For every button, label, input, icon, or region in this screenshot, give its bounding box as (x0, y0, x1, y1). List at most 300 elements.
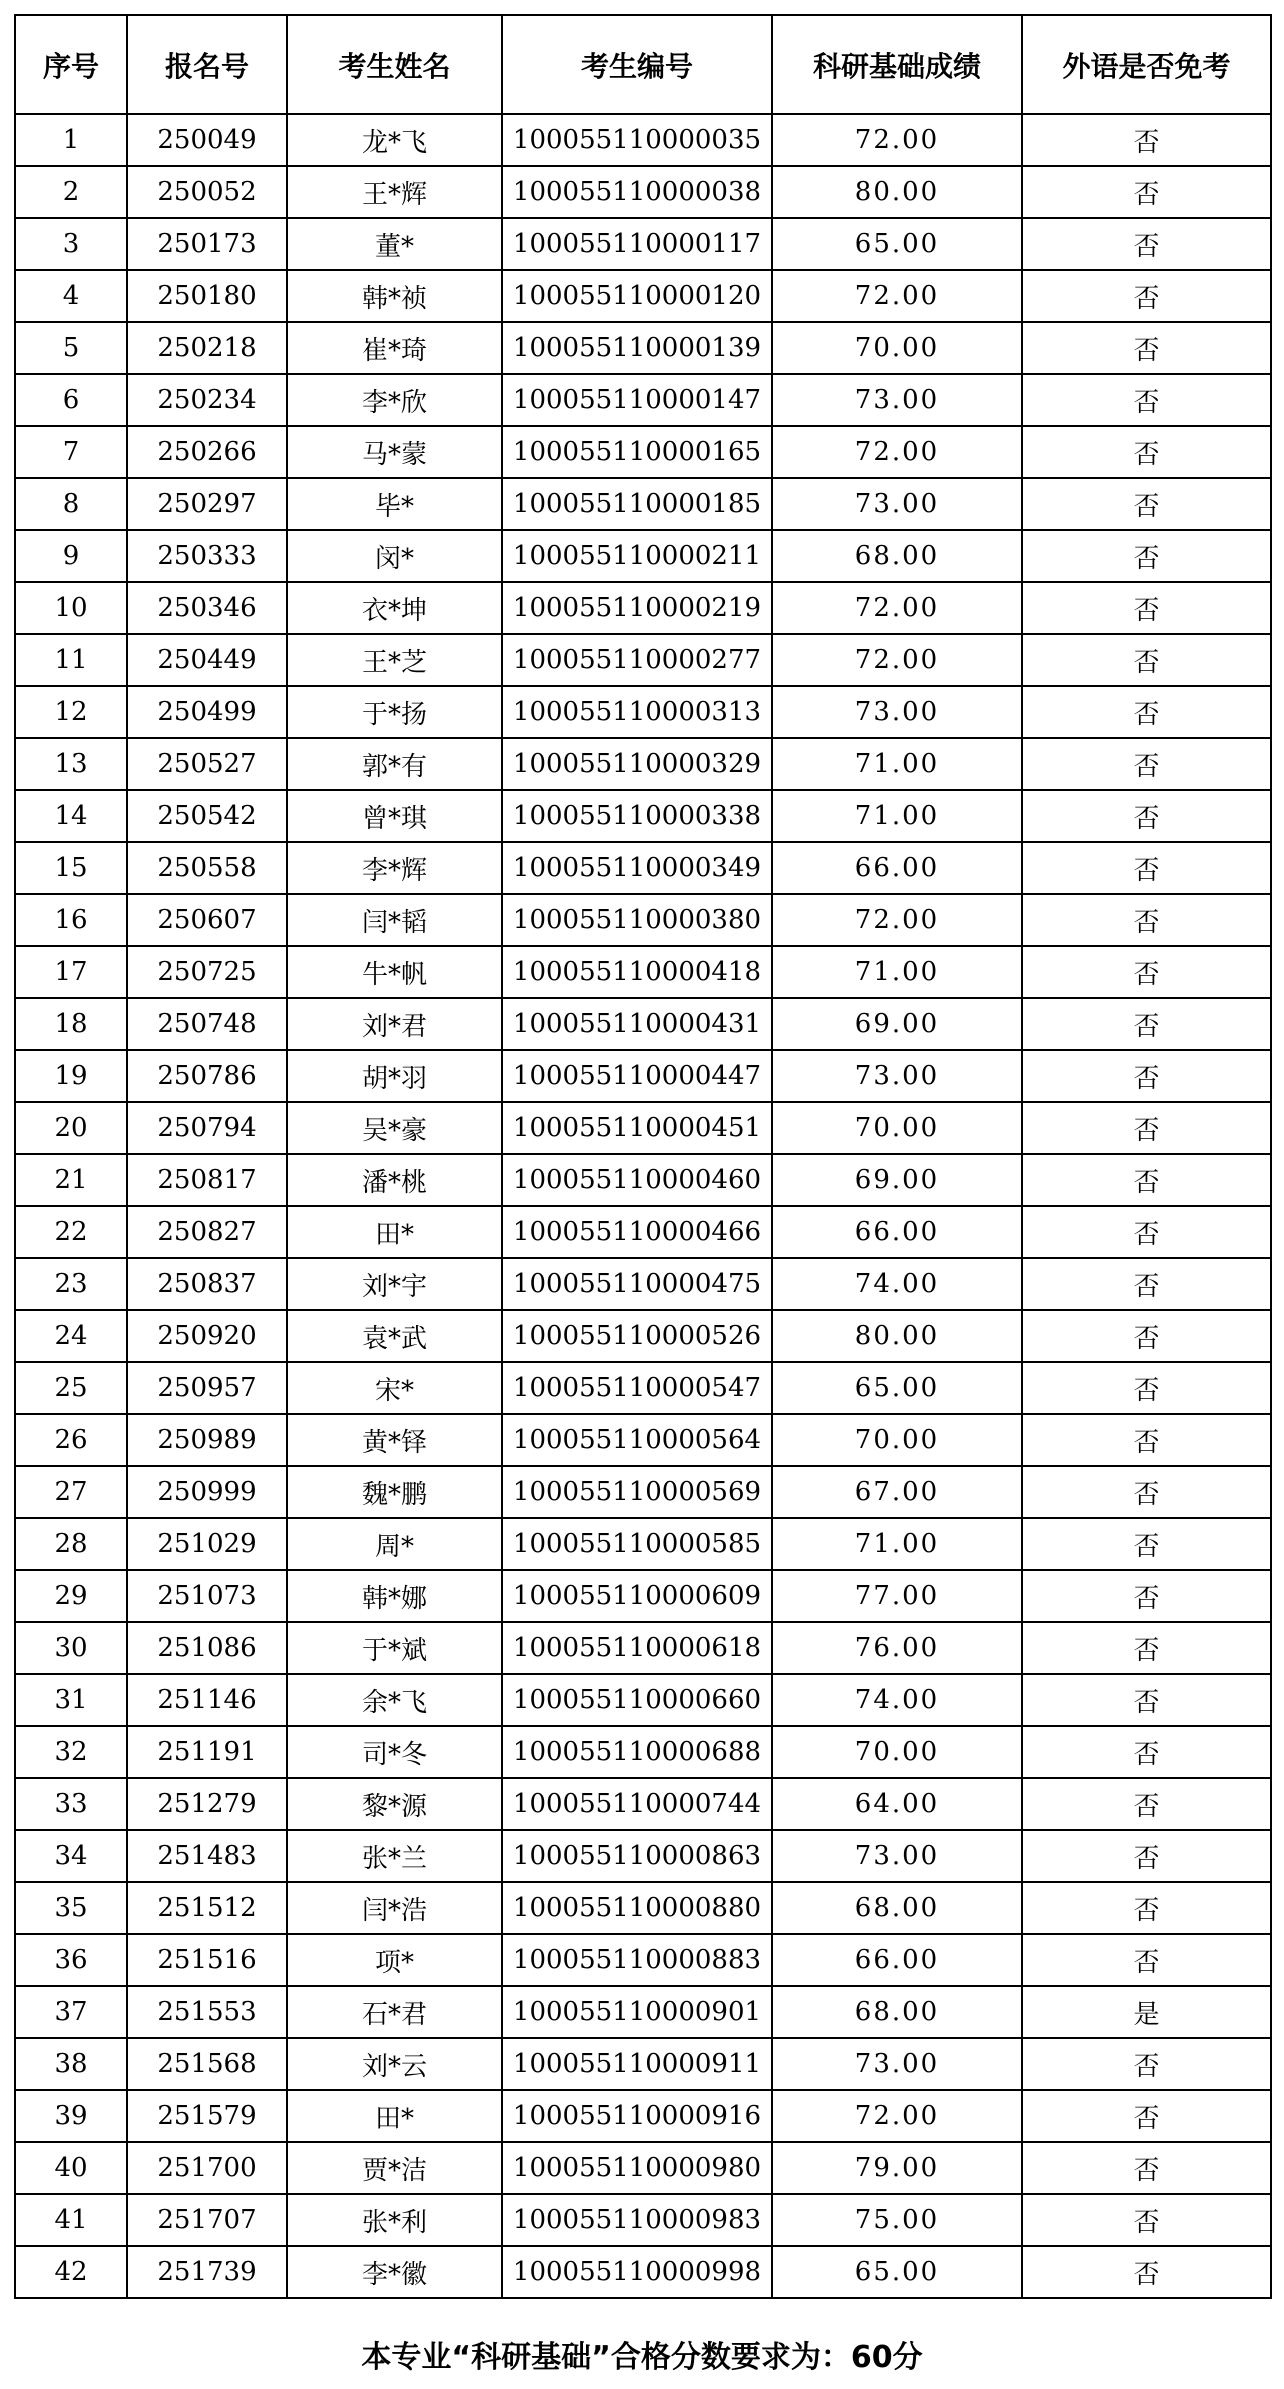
cell-language-exempt: 否 (1022, 1102, 1271, 1154)
cell-language-exempt: 否 (1022, 1206, 1271, 1258)
cell-candidate-name: 于*斌 (287, 1622, 502, 1674)
cell-index: 24 (15, 1310, 127, 1362)
cell-research-score: 70.00 (772, 1102, 1022, 1154)
cell-candidate-name: 刘*云 (287, 2038, 502, 2090)
table-row (15, 1154, 1271, 1206)
cell-index: 19 (15, 1050, 127, 1102)
cell-registration-number: 251553 (127, 1986, 287, 2038)
cell-candidate-id: 100055110000916 (502, 2090, 772, 2142)
cell-registration-number: 251029 (127, 1518, 287, 1570)
cell-candidate-name: 韩*娜 (287, 1570, 502, 1622)
cell-language-exempt: 否 (1022, 842, 1271, 894)
column-header-registration-number: 报名号 (127, 15, 287, 114)
cell-research-score: 79.00 (772, 2142, 1022, 2194)
cell-registration-number: 251483 (127, 1830, 287, 1882)
cell-candidate-name: 项* (287, 1934, 502, 1986)
cell-research-score: 65.00 (772, 2246, 1022, 2298)
cell-index: 27 (15, 1466, 127, 1518)
cell-candidate-name: 黎*源 (287, 1778, 502, 1830)
cell-index: 34 (15, 1830, 127, 1882)
cell-research-score: 73.00 (772, 2038, 1022, 2090)
cell-registration-number: 250794 (127, 1102, 287, 1154)
cell-index: 41 (15, 2194, 127, 2246)
cell-index: 33 (15, 1778, 127, 1830)
cell-candidate-id: 100055110000883 (502, 1934, 772, 1986)
table-row (15, 1986, 1271, 2038)
table-row (15, 1882, 1271, 1934)
cell-index: 25 (15, 1362, 127, 1414)
cell-candidate-name: 袁*武 (287, 1310, 502, 1362)
cell-research-score: 80.00 (772, 1310, 1022, 1362)
table-body (15, 114, 1271, 2298)
cell-language-exempt: 否 (1022, 582, 1271, 634)
cell-index: 3 (15, 218, 127, 270)
cell-registration-number: 250999 (127, 1466, 287, 1518)
cell-research-score: 71.00 (772, 946, 1022, 998)
cell-research-score: 69.00 (772, 998, 1022, 1050)
cell-research-score: 64.00 (772, 1778, 1022, 1830)
cell-research-score: 73.00 (772, 1050, 1022, 1102)
table-row (15, 1362, 1271, 1414)
cell-language-exempt: 否 (1022, 2038, 1271, 2090)
cell-index: 37 (15, 1986, 127, 2038)
table-row (15, 634, 1271, 686)
header-row (15, 15, 1271, 114)
cell-research-score: 68.00 (772, 1986, 1022, 2038)
cell-language-exempt: 否 (1022, 2194, 1271, 2246)
table-row (15, 270, 1271, 322)
table-row (15, 842, 1271, 894)
cell-registration-number: 251516 (127, 1934, 287, 1986)
cell-candidate-id: 100055110000983 (502, 2194, 772, 2246)
cell-language-exempt: 否 (1022, 166, 1271, 218)
cell-research-score: 73.00 (772, 374, 1022, 426)
cell-language-exempt: 否 (1022, 998, 1271, 1050)
cell-candidate-id: 100055110000219 (502, 582, 772, 634)
cell-candidate-id: 100055110000277 (502, 634, 772, 686)
table-row (15, 1310, 1271, 1362)
cell-registration-number: 250527 (127, 738, 287, 790)
cell-index: 12 (15, 686, 127, 738)
cell-candidate-name: 郭*有 (287, 738, 502, 790)
cell-candidate-name: 胡*羽 (287, 1050, 502, 1102)
cell-candidate-id: 100055110000569 (502, 1466, 772, 1518)
cell-index: 39 (15, 2090, 127, 2142)
cell-candidate-name: 闵* (287, 530, 502, 582)
cell-candidate-name: 崔*琦 (287, 322, 502, 374)
cell-index: 17 (15, 946, 127, 998)
cell-index: 7 (15, 426, 127, 478)
cell-language-exempt: 否 (1022, 114, 1271, 166)
cell-index: 13 (15, 738, 127, 790)
cell-candidate-id: 100055110000547 (502, 1362, 772, 1414)
cell-registration-number: 250558 (127, 842, 287, 894)
table-row (15, 1778, 1271, 1830)
cell-candidate-id: 100055110000185 (502, 478, 772, 530)
cell-research-score: 72.00 (772, 426, 1022, 478)
table-row (15, 1050, 1271, 1102)
cell-candidate-id: 100055110000139 (502, 322, 772, 374)
cell-candidate-id: 100055110000338 (502, 790, 772, 842)
cell-candidate-name: 石*君 (287, 1986, 502, 2038)
cell-index: 22 (15, 1206, 127, 1258)
cell-index: 20 (15, 1102, 127, 1154)
cell-index: 16 (15, 894, 127, 946)
cell-registration-number: 250957 (127, 1362, 287, 1414)
cell-index: 42 (15, 2246, 127, 2298)
cell-research-score: 71.00 (772, 790, 1022, 842)
cell-language-exempt: 否 (1022, 946, 1271, 998)
cell-candidate-id: 100055110000880 (502, 1882, 772, 1934)
cell-candidate-id: 100055110000349 (502, 842, 772, 894)
cell-index: 14 (15, 790, 127, 842)
cell-research-score: 70.00 (772, 322, 1022, 374)
cell-candidate-name: 韩*祯 (287, 270, 502, 322)
cell-language-exempt: 否 (1022, 2246, 1271, 2298)
table-row (15, 1934, 1271, 1986)
table-row (15, 1206, 1271, 1258)
cell-language-exempt: 否 (1022, 1882, 1271, 1934)
cell-candidate-name: 黄*铎 (287, 1414, 502, 1466)
cell-research-score: 67.00 (772, 1466, 1022, 1518)
cell-research-score: 73.00 (772, 1830, 1022, 1882)
cell-index: 38 (15, 2038, 127, 2090)
cell-research-score: 66.00 (772, 1934, 1022, 1986)
cell-candidate-name: 毕* (287, 478, 502, 530)
cell-candidate-id: 100055110000117 (502, 218, 772, 270)
cell-language-exempt: 否 (1022, 738, 1271, 790)
cell-registration-number: 250786 (127, 1050, 287, 1102)
cell-language-exempt: 否 (1022, 2142, 1271, 2194)
table-row (15, 894, 1271, 946)
cell-language-exempt: 是 (1022, 1986, 1271, 2038)
cell-language-exempt: 否 (1022, 530, 1271, 582)
cell-candidate-id: 100055110000418 (502, 946, 772, 998)
table-row (15, 114, 1271, 166)
cell-candidate-name: 李*辉 (287, 842, 502, 894)
cell-index: 5 (15, 322, 127, 374)
cell-registration-number: 250449 (127, 634, 287, 686)
cell-candidate-name: 牛*帆 (287, 946, 502, 998)
cell-registration-number: 250499 (127, 686, 287, 738)
cell-research-score: 73.00 (772, 686, 1022, 738)
cell-candidate-name: 衣*坤 (287, 582, 502, 634)
cell-index: 15 (15, 842, 127, 894)
cell-registration-number: 250920 (127, 1310, 287, 1362)
results-table (14, 14, 1272, 2299)
table-header (15, 15, 1271, 114)
column-header-candidate-name: 考生姓名 (287, 15, 502, 114)
cell-language-exempt: 否 (1022, 1934, 1271, 1986)
cell-research-score: 76.00 (772, 1622, 1022, 1674)
cell-language-exempt: 否 (1022, 270, 1271, 322)
cell-research-score: 71.00 (772, 738, 1022, 790)
cell-candidate-id: 100055110000911 (502, 2038, 772, 2090)
cell-language-exempt: 否 (1022, 374, 1271, 426)
cell-index: 26 (15, 1414, 127, 1466)
cell-candidate-id: 100055110000120 (502, 270, 772, 322)
cell-index: 31 (15, 1674, 127, 1726)
cell-language-exempt: 否 (1022, 1622, 1271, 1674)
table-row (15, 998, 1271, 1050)
cell-candidate-id: 100055110000211 (502, 530, 772, 582)
cell-registration-number: 251146 (127, 1674, 287, 1726)
cell-registration-number: 251191 (127, 1726, 287, 1778)
cell-candidate-name: 周* (287, 1518, 502, 1570)
cell-candidate-id: 100055110000313 (502, 686, 772, 738)
cell-registration-number: 251707 (127, 2194, 287, 2246)
table-row (15, 1414, 1271, 1466)
cell-candidate-id: 100055110000998 (502, 2246, 772, 2298)
cell-research-score: 66.00 (772, 842, 1022, 894)
cell-registration-number: 250827 (127, 1206, 287, 1258)
cell-language-exempt: 否 (1022, 634, 1271, 686)
cell-research-score: 77.00 (772, 1570, 1022, 1622)
cell-language-exempt: 否 (1022, 790, 1271, 842)
cell-research-score: 73.00 (772, 478, 1022, 530)
cell-research-score: 72.00 (772, 634, 1022, 686)
cell-registration-number: 250725 (127, 946, 287, 998)
cell-candidate-id: 100055110000526 (502, 1310, 772, 1362)
cell-research-score: 69.00 (772, 1154, 1022, 1206)
cell-language-exempt: 否 (1022, 1830, 1271, 1882)
cell-research-score: 80.00 (772, 166, 1022, 218)
cell-language-exempt: 否 (1022, 894, 1271, 946)
cell-candidate-id: 100055110000447 (502, 1050, 772, 1102)
cell-research-score: 72.00 (772, 582, 1022, 634)
cell-candidate-name: 田* (287, 1206, 502, 1258)
table-row (15, 218, 1271, 270)
cell-registration-number: 251579 (127, 2090, 287, 2142)
cell-index: 9 (15, 530, 127, 582)
table-row (15, 582, 1271, 634)
cell-research-score: 74.00 (772, 1674, 1022, 1726)
cell-candidate-name: 李*欣 (287, 374, 502, 426)
cell-registration-number: 250989 (127, 1414, 287, 1466)
table-row (15, 2038, 1271, 2090)
table-row (15, 2142, 1271, 2194)
cell-registration-number: 250266 (127, 426, 287, 478)
column-header-index: 序号 (15, 15, 127, 114)
column-header-research-score: 科研基础成绩 (772, 15, 1022, 114)
cell-candidate-name: 贾*洁 (287, 2142, 502, 2194)
cell-index: 21 (15, 1154, 127, 1206)
cell-index: 4 (15, 270, 127, 322)
cell-index: 30 (15, 1622, 127, 1674)
cell-registration-number: 251739 (127, 2246, 287, 2298)
cell-index: 23 (15, 1258, 127, 1310)
table-row (15, 686, 1271, 738)
table-row (15, 2246, 1271, 2298)
cell-language-exempt: 否 (1022, 322, 1271, 374)
cell-research-score: 72.00 (772, 270, 1022, 322)
cell-index: 36 (15, 1934, 127, 1986)
cell-index: 2 (15, 166, 127, 218)
cell-candidate-id: 100055110000431 (502, 998, 772, 1050)
table-row (15, 1622, 1271, 1674)
cell-research-score: 70.00 (772, 1726, 1022, 1778)
cell-registration-number: 250607 (127, 894, 287, 946)
cell-index: 40 (15, 2142, 127, 2194)
cell-language-exempt: 否 (1022, 1258, 1271, 1310)
cell-registration-number: 250173 (127, 218, 287, 270)
cell-candidate-name: 龙*飞 (287, 114, 502, 166)
cell-research-score: 72.00 (772, 2090, 1022, 2142)
cell-candidate-id: 100055110000688 (502, 1726, 772, 1778)
cell-research-score: 72.00 (772, 114, 1022, 166)
cell-index: 28 (15, 1518, 127, 1570)
cell-candidate-id: 100055110000329 (502, 738, 772, 790)
cell-research-score: 66.00 (772, 1206, 1022, 1258)
cell-research-score: 68.00 (772, 1882, 1022, 1934)
cell-candidate-name: 刘*宇 (287, 1258, 502, 1310)
cell-candidate-name: 司*冬 (287, 1726, 502, 1778)
cell-candidate-id: 100055110000863 (502, 1830, 772, 1882)
cell-registration-number: 250333 (127, 530, 287, 582)
cell-candidate-name: 曾*琪 (287, 790, 502, 842)
cell-registration-number: 250837 (127, 1258, 287, 1310)
cell-candidate-name: 董* (287, 218, 502, 270)
cell-candidate-name: 王*芝 (287, 634, 502, 686)
cell-index: 29 (15, 1570, 127, 1622)
table-row (15, 738, 1271, 790)
cell-candidate-id: 100055110000038 (502, 166, 772, 218)
cell-language-exempt: 否 (1022, 218, 1271, 270)
cell-research-score: 65.00 (772, 1362, 1022, 1414)
cell-registration-number: 251512 (127, 1882, 287, 1934)
cell-candidate-name: 张*利 (287, 2194, 502, 2246)
cell-candidate-id: 100055110000660 (502, 1674, 772, 1726)
cell-registration-number: 250297 (127, 478, 287, 530)
table-row (15, 374, 1271, 426)
cell-candidate-name: 王*辉 (287, 166, 502, 218)
table-row (15, 530, 1271, 582)
cell-candidate-id: 100055110000980 (502, 2142, 772, 2194)
cell-candidate-id: 100055110000380 (502, 894, 772, 946)
cell-candidate-name: 闫*浩 (287, 1882, 502, 1934)
table-row (15, 322, 1271, 374)
table-row (15, 426, 1271, 478)
cell-candidate-id: 100055110000165 (502, 426, 772, 478)
cell-registration-number: 250542 (127, 790, 287, 842)
table-row (15, 1830, 1271, 1882)
cell-candidate-id: 100055110000609 (502, 1570, 772, 1622)
cell-research-score: 72.00 (772, 894, 1022, 946)
cell-language-exempt: 否 (1022, 1154, 1271, 1206)
cell-language-exempt: 否 (1022, 426, 1271, 478)
table-row (15, 1726, 1271, 1778)
cell-registration-number: 250748 (127, 998, 287, 1050)
cell-candidate-name: 于*扬 (287, 686, 502, 738)
cell-candidate-name: 马*蒙 (287, 426, 502, 478)
cell-candidate-name: 刘*君 (287, 998, 502, 1050)
cell-language-exempt: 否 (1022, 2090, 1271, 2142)
cell-language-exempt: 否 (1022, 686, 1271, 738)
cell-candidate-id: 100055110000475 (502, 1258, 772, 1310)
column-header-language-exempt: 外语是否免考 (1022, 15, 1271, 114)
column-header-candidate-id: 考生编号 (502, 15, 772, 114)
cell-candidate-name: 宋* (287, 1362, 502, 1414)
table-row (15, 2194, 1271, 2246)
cell-research-score: 68.00 (772, 530, 1022, 582)
cell-candidate-name: 魏*鹏 (287, 1466, 502, 1518)
cell-index: 18 (15, 998, 127, 1050)
cell-candidate-id: 100055110000585 (502, 1518, 772, 1570)
cell-registration-number: 250049 (127, 114, 287, 166)
table-row (15, 166, 1271, 218)
table-row (15, 2090, 1271, 2142)
cell-research-score: 70.00 (772, 1414, 1022, 1466)
cell-language-exempt: 否 (1022, 1674, 1271, 1726)
table-row (15, 1518, 1271, 1570)
cell-index: 32 (15, 1726, 127, 1778)
cell-registration-number: 250817 (127, 1154, 287, 1206)
cell-registration-number: 251073 (127, 1570, 287, 1622)
cell-candidate-name: 李*徽 (287, 2246, 502, 2298)
cell-registration-number: 251700 (127, 2142, 287, 2194)
passing-score-note: 本专业“科研基础”合格分数要求为：60分 (361, 2340, 923, 2375)
table-row (15, 1258, 1271, 1310)
cell-research-score: 65.00 (772, 218, 1022, 270)
cell-candidate-id: 100055110000564 (502, 1414, 772, 1466)
cell-index: 10 (15, 582, 127, 634)
cell-candidate-name: 潘*桃 (287, 1154, 502, 1206)
cell-candidate-name: 田* (287, 2090, 502, 2142)
cell-candidate-id: 100055110000035 (502, 114, 772, 166)
table-row (15, 478, 1271, 530)
cell-candidate-id: 100055110000147 (502, 374, 772, 426)
table-row (15, 946, 1271, 998)
table-row (15, 1674, 1271, 1726)
cell-index: 35 (15, 1882, 127, 1934)
cell-candidate-name: 张*兰 (287, 1830, 502, 1882)
cell-candidate-id: 100055110000451 (502, 1102, 772, 1154)
cell-registration-number: 250052 (127, 166, 287, 218)
table-row (15, 1102, 1271, 1154)
cell-language-exempt: 否 (1022, 1310, 1271, 1362)
cell-research-score: 75.00 (772, 2194, 1022, 2246)
cell-language-exempt: 否 (1022, 1050, 1271, 1102)
cell-registration-number: 250218 (127, 322, 287, 374)
cell-registration-number: 250346 (127, 582, 287, 634)
cell-language-exempt: 否 (1022, 1726, 1271, 1778)
cell-index: 8 (15, 478, 127, 530)
cell-language-exempt: 否 (1022, 1362, 1271, 1414)
cell-research-score: 74.00 (772, 1258, 1022, 1310)
cell-registration-number: 251086 (127, 1622, 287, 1674)
cell-research-score: 71.00 (772, 1518, 1022, 1570)
cell-candidate-id: 100055110000460 (502, 1154, 772, 1206)
cell-candidate-id: 100055110000744 (502, 1778, 772, 1830)
table-row (15, 790, 1271, 842)
cell-registration-number: 251279 (127, 1778, 287, 1830)
table-row (15, 1570, 1271, 1622)
cell-registration-number: 251568 (127, 2038, 287, 2090)
cell-registration-number: 250180 (127, 270, 287, 322)
cell-language-exempt: 否 (1022, 1518, 1271, 1570)
cell-language-exempt: 否 (1022, 1466, 1271, 1518)
cell-candidate-name: 余*飞 (287, 1674, 502, 1726)
table-row (15, 1466, 1271, 1518)
cell-candidate-name: 闫*韬 (287, 894, 502, 946)
cell-candidate-name: 吴*豪 (287, 1102, 502, 1154)
cell-candidate-id: 100055110000618 (502, 1622, 772, 1674)
cell-index: 1 (15, 114, 127, 166)
cell-candidate-id: 100055110000466 (502, 1206, 772, 1258)
cell-registration-number: 250234 (127, 374, 287, 426)
cell-language-exempt: 否 (1022, 1778, 1271, 1830)
cell-language-exempt: 否 (1022, 478, 1271, 530)
